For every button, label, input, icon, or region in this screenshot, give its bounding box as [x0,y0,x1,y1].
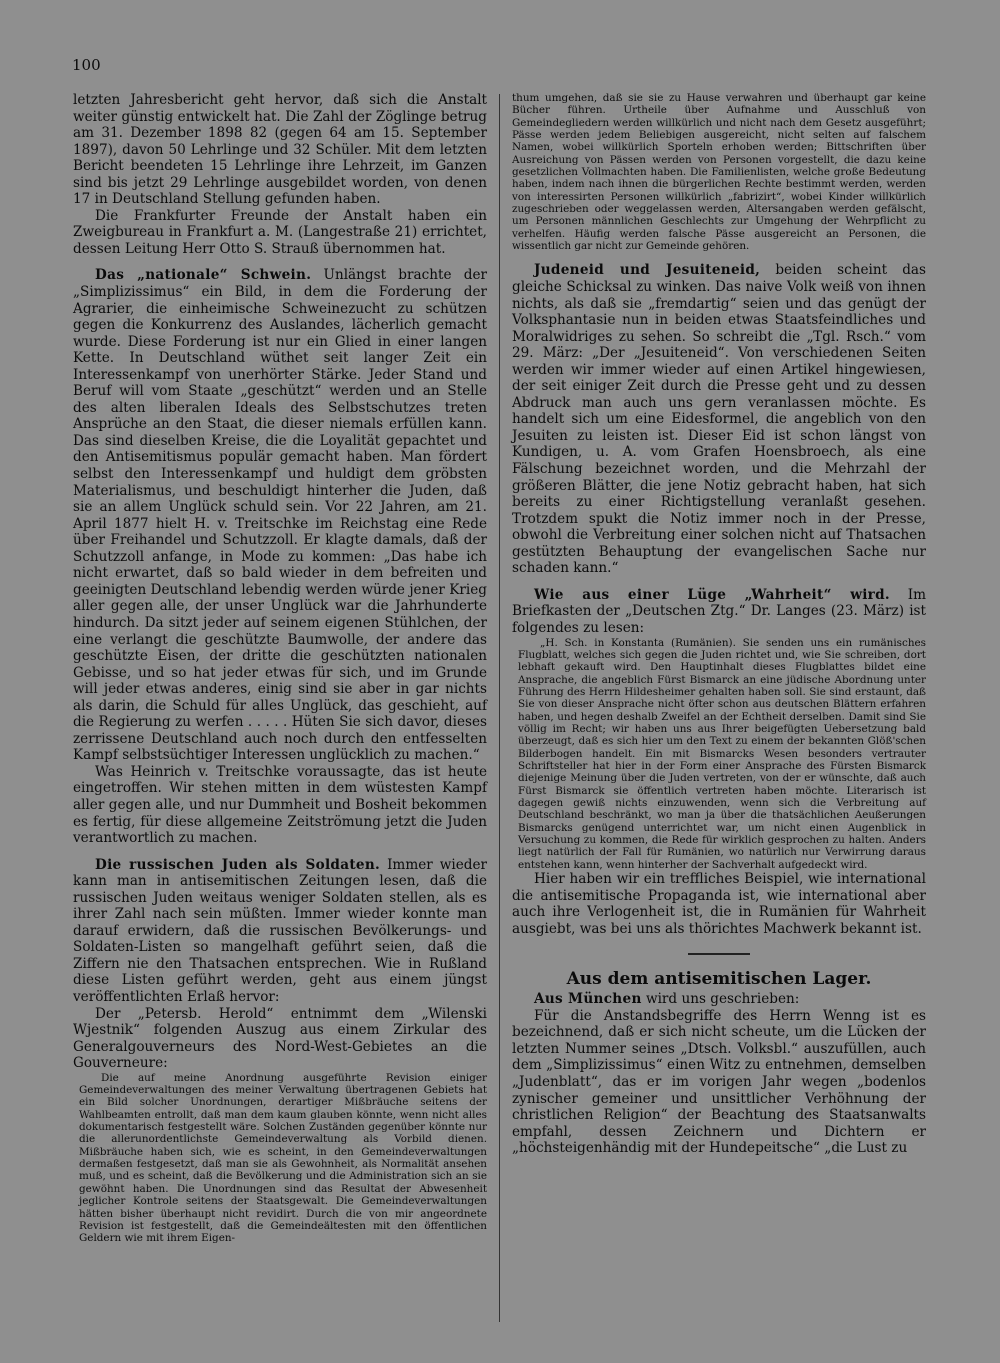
paragraph: Die Frankfurter Freunde der Anstalt haben ein Zweigbureau in Frankfurt a. M. (Langestraße 21) errichtet, dessen Leitung Herr Otto S. Strauß übernommen hat. [73,207,487,257]
article-body: Unlängst brachte der „Simplizissimus“ ein Bild, in dem die Forderung der Agrarier, die einheimische Schweinezucht zu schützen gegen die Konkurrenz des Auslandes, lächerlich gemacht wurde. Diese Forderung ist nur ein Glied in einer langen Kette. In Deutschland wüthet seit langer Zeit ein Interessenkampf von unerhörter Stärke. Jeder Stand und Beruf will vom Staate „geschützt“ werden und an Stelle des alten liberalen Ideals des Selbstschutzes treten Ansprüche an den Staat, die dieser niemals erfüllen kann. Das sind dieselben Kreise, die die Loyalität gepachtet und den Antisemitismus populär gemacht haben. Man fördert selbst den Interessenkampf und huldigt dem gröbsten Materialismus, und beschuldigt hinterher die Juden, daß sie an allem Unglück schuld sein. Vor 22 Jahren, am 21. April 1877 hielt H. v. Treitschke im Reichstag eine Rede über Freihandel und Schutzzoll. Er klagte damals, daß der Schutzzoll anfange, in Mode zu kommen: „Das habe ich nicht erwartet, daß so bald wieder in dem befreiten und geeinigten Deutschland lebendig werden würde jener Krieg aller gegen alle, der unser Unglück war die Jahrhunderte hindurch. Da sitzt jeder auf seinem eigenen Stühlchen, der eine verlangt die geschützte Baumwolle, der andere das geschützte Eisen, der dritte die geschützten nationalen Gebisse, und so hat jeder etwas für sich, und im Grunde will jeder etwas anderes, einig sind sie aber in gar nichts als darin, die Schuld für alles Unglück, das geschieht, auf die Regierung zu werfen . . . . . Hüten Sie sich davor, dieses zerrissene Deutschland auch noch durch den entfesselten Kampf selbstsüchtiger Interessen unglücklich zu machen.“ [73,267,487,764]
quote-block: Die auf meine Anordnung ausgeführte Revision einiger Gemeindeverwaltungen des meiner Verwaltung übertragenen Gebiets hat ein Bild solcher Unordnungen, derartiger Mißbräuche seitens der Wahlbeamten entrollt, daß man dem kaum glauben könnte, wenn nicht alles dokumentarisch festgestellt wäre. Solchen Zuständen gegenüber könnte nur die allerunordentlichste Gemeindeverwaltung als Vorbild dienen. Mißbräuche haben sich, wie es scheint, in den Gemeindeverwaltungen dermaßen festgesetzt, daß man sie als Gewohnheit, als Normalität ansehen muß, und es scheint, daß die Bevölkerung und die Administration sich an sie gewöhnt haben. Die Unordnungen sind das Resultat der Abwesenheit jeglicher Kontrole seitens der Staatsgewalt. Die Gemeindeverwaltungen hätten bisher überhaupt nicht revidirt. Durch die von mir angeordnete Revision ist festgestellt, daß die Gemeindeältesten mit den öffentlichen Geldern wie mit ihrem Eigen- [79,1071,487,1245]
article-heading: Aus München [534,991,642,1008]
right-column [512,92,926,1157]
article-heading: Das „nationale“ Schwein. [95,267,312,284]
paragraph: Der „Petersb. Herold“ entnimmt dem „Wilenski Wjestnik“ folgenden Auszug aus einem Zirkular des Generalgouverneurs des Nord-West-Gebietes an die Gouverneure: [73,1005,487,1072]
article-body: Immer wieder kann man in antisemitischen Zeitungen lesen, daß die russischen Juden weitaus weniger Soldaten stellen, als es ihrer Zahl nach sein müßten. Immer wieder konnte man darauf erwidern, daß die russischen Bevölkerungs- und Soldaten-Listen so mangelhaft geführt seien, daß die Ziffern nie den Thatsachen entsprechen. Wie in Rußland diese Listen geführt werden, geht aus einem jüngst veröffentlichten Erlaß hervor: [73,856,487,1005]
section-title: Aus dem antisemitischen Lager. [566,969,872,990]
page-number: 100 [72,56,101,74]
article-heading: Wie aus einer Lüge „Wahrheit“ wird. [534,586,890,603]
separator-rule [688,953,750,955]
article-juden [73,857,487,1006]
article-eid [512,262,926,576]
paragraph: Für die Anstandsbegriffe des Herrn Wenng ist es bezeichnend, daß er sich nicht scheute, um die Lücken der letzten Nummer seines „Dtsch. Volksbl.“ auszufüllen, auch dem „Simplizissimus“ einen Witz zu entnehmen, demselben „Judenblatt“, das er im vorigen Jahr wegen „bodenlos zynischer gemeiner und unsittlicher Verhöhnung der christlichen Religion“ der Beachtung des Staatsanwalts empfahl, dessen Zeichnern und Dichtern er „höchsteigenhändig mit der Hundepeitsche“ „die Lust zu [512,1007,926,1157]
paragraph: letzten Jahresbericht geht hervor, daß sich die Anstalt weiter günstig entwickelt hat. Die Zahl der Zöglinge betrug am 31. Dezember 1898 82 (gegen 64 am 15. September 1897), davon 50 Lehrlinge und 32 Schüler. Mit dem letzten Bericht beendeten 15 Lehrlinge ihre Lehrzeit, im Ganzen sind bis jetzt 29 Lehrlinge ausgebildet worden, von denen 17 in Deutschland Stellung gefunden haben. [73,92,487,208]
paragraph: Hier haben wir ein treffliches Beispiel, wie international die antisemitische Propaganda ist, wie international aber auch ihre Verlogenheit ist, die in Rumänien für Wahrheit ausgiebt, was bei uns als thörichtes Machwerk bekannt ist. [512,871,926,937]
column-divider [499,94,500,1322]
paragraph: Was Heinrich v. Treitschke voraussagte, das ist heute eingetroffen. Wir stehen mitten in dem wüstesten Kampf aller gegen alle, und nur Dummheit und Bosheit bekommen es fertig, für diese allgemeine Zeitströmung jetzt die Juden verantwortlich zu machen. [73,763,487,847]
quote-continuation: thum umgehen, daß sie sie zu Hause verwahren und überhaupt gar keine Bücher führen. Urtheile über Aufnahme und Ausschluß von Gemeindegliedern werden willkürlich und nicht nach dem Gesetz ausgeführt; Pässe werden jedem Beliebigen ausgereicht, nicht selten auf falschem Namen, wobei willkürlich Sporteln erhoben werden; Bittschriften über Ausreichung von Pässen werden von Personen vorgestellt, die dazu keine gesetzlichen Vollmachten haben. Die Familienlisten, welche große Bedeutung haben, indem nach ihnen die bürgerlichen Rechte bestimmt werden, werden von interessirten Personen willkürlich „fabrizirt“, wobei Kinder willkürlich zugeschrieben oder weggelassen werden, Altersangaben werden gefälscht, um Personen männlichen Geschlechts zur Umgehung der Wehrpflicht zu verhelfen. Häufig werden falsche Pässe ausgereicht an Personen, die wissentlich gar nicht zur Gemeinde gehören. [512,92,926,253]
article-body: Im Briefkasten der „Deutschen Ztg.“ Dr. Langes (23. März) ist folgendes zu lesen: [512,586,926,636]
article-lead: wird uns geschrieben: [645,991,800,1008]
article-body: beiden scheint das gleiche Schicksal zu winken. Das naive Volk weiß von ihnen nichts, als daß sie „fremdartig“ seien und das genügt der Volksphantasie nun in beiden etwas Staatsfeindliches und Moralwidriges zu sehen. So schreibt die „Tgl. Rsch.“ vom 29. März: „Der „Jesuiteneid“. Von verschiedenen Seiten werden wir immer wieder auf einen Artikel hingewiesen, der seit einiger Zeit durch die Presse geht und zu dessen Abdruck man auch uns gern veranlassen möchte. Es handelt sich um eine Eidesformel, die angeblich von den Jesuiten zu leisten ist. Dieser Eid ist schon längst von Kundigen, u. A. vom Grafen Hoensbroech, als eine Fälschung bezeichnet worden, und die Mehrzahl der größeren Blätter, die jene Notiz gebracht haben, hat sich bereits zu einer Richtigstellung veranlaßt gesehen. Trotzdem spukt die Notiz immer noch in der Presse, obwohl die Verbreitung einer solchen nicht auf Thatsachen gestützten Behauptung der evangelischen Sache nur schaden kann.“ [512,262,926,577]
quote-block: „H. Sch. in Konstanta (Rumänien). Sie senden uns ein rumänisches Flugblatt, welches sich gegen die Juden richtet und, wie Sie schreiben, dort lebhaft gekauft wird. Den Hauptinhalt dieses Flugblattes bildet eine Ansprache, die angeblich Fürst Bismarck an eine jüdische Abordnung unter Führung des Herrn Hildesheimer gehalten haben soll. Sie sind erstaunt, daß Sie von dieser Ansprache nicht öfter schon aus deutschen Blättern erfahren haben, und hegen deshalb Zweifel an der Echtheit derselben. Damit sind Sie völlig im Recht; wir haben uns aus Ihrer beigefügten Uebersetzung bald überzeugt, daß es sich hier um den Text zu einem der bekannten Glöß'schen Bilderbogen handelt. Ein mit Bismarcks Wesen besonders vertrauter Schriftsteller hat hier in der Form einer Ansprache des Fürsten Bismarck diejenige Meinung über die Juden vertreten, von der er wünschte, daß auch Fürst Bismarck sie öffentlich vertreten haben möchte. Literarisch ist dagegen gewiß nichts einzuwenden, wenn sich die Verbreitung auf Deutschland beschränkt, wo man ja über die thatsächlichen Aeußerungen Bismarcks genügend unterrichtet war, um nicht einen Augenblick in Versuchung zu kommen, die Rede für wirklich gesprochen zu halten. Anders liegt natürlich der Fall für Rumänien, wo natürlich nur Verwirrung daraus entstehen kann, wenn hinterher der Sachverhalt aufgedeckt wird. [518,636,926,871]
left-column [73,92,487,1245]
article-schwein [73,267,487,763]
article-heading: Judeneid und Jesuiteneid, [534,262,761,279]
article-heading: Die russischen Juden als Soldaten. [95,856,381,873]
article-muenchen [512,991,926,1008]
article-luege [512,587,926,637]
